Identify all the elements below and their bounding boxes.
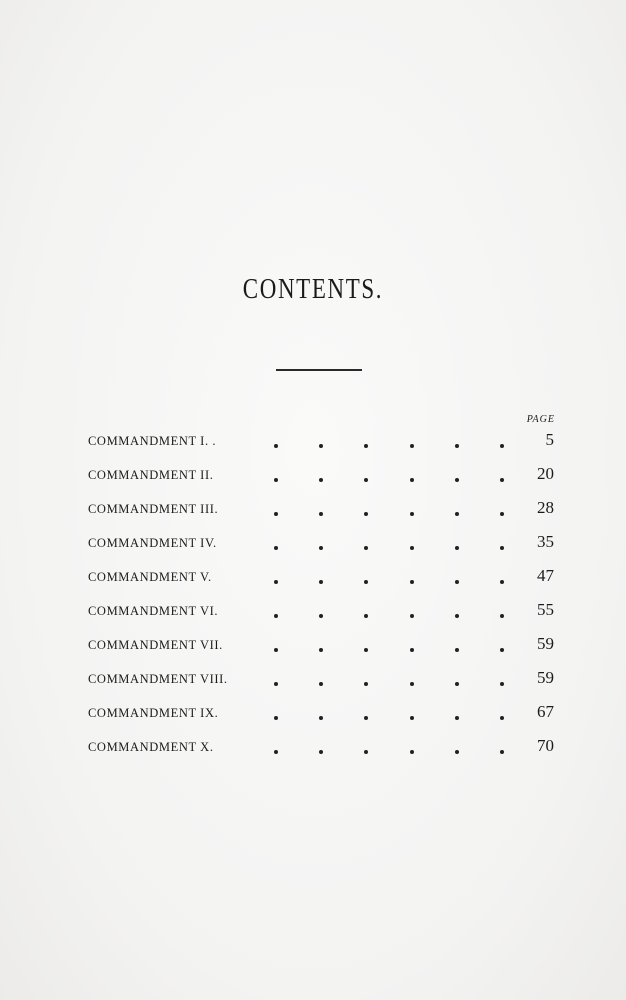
contents-heading: CONTENTS. bbox=[242, 274, 384, 305]
toc-entry bbox=[88, 702, 558, 736]
toc-entry-page: 47 bbox=[537, 566, 554, 585]
toc-entry-page: 55 bbox=[537, 600, 554, 619]
toc-entry-page: 28 bbox=[537, 498, 554, 517]
page-column-label: PAGE bbox=[526, 414, 555, 425]
toc-entry-page: 59 bbox=[537, 668, 554, 687]
toc-entry bbox=[88, 430, 558, 464]
toc-entry bbox=[88, 634, 558, 668]
dot-leaders bbox=[274, 466, 504, 482]
toc-entry-label: COMMANDMENT IV. bbox=[88, 536, 217, 550]
toc-entry bbox=[88, 736, 558, 770]
dot-leaders bbox=[274, 602, 504, 618]
toc-entry-label: COMMANDMENT VII. bbox=[88, 638, 223, 652]
toc-entry-page: 5 bbox=[545, 430, 554, 449]
toc-entry bbox=[88, 498, 558, 532]
table-of-contents bbox=[88, 430, 558, 770]
heading-rule bbox=[276, 369, 362, 371]
dot-leaders bbox=[274, 500, 504, 516]
toc-entry-label: COMMANDMENT IX. bbox=[88, 706, 219, 720]
toc-entry-page: 67 bbox=[537, 702, 554, 721]
toc-entry bbox=[88, 532, 558, 566]
toc-entry-label: COMMANDMENT V. bbox=[88, 570, 212, 584]
toc-entry-page: 59 bbox=[537, 634, 554, 653]
dot-leaders bbox=[274, 704, 504, 720]
toc-entry bbox=[88, 566, 558, 600]
toc-entry-label: COMMANDMENT X. bbox=[88, 740, 214, 754]
dot-leaders bbox=[274, 432, 504, 448]
dot-leaders bbox=[274, 670, 504, 686]
toc-entry-page: 20 bbox=[537, 464, 554, 483]
toc-entry bbox=[88, 600, 558, 634]
toc-entry-label: COMMANDMENT VIII. bbox=[88, 672, 228, 686]
dot-leaders bbox=[274, 636, 504, 652]
toc-entry-label: COMMANDMENT III. bbox=[88, 502, 219, 516]
toc-entry-label: COMMANDMENT I. . bbox=[88, 434, 217, 448]
toc-entry-page: 35 bbox=[537, 532, 554, 551]
dot-leaders bbox=[274, 534, 504, 550]
toc-entry bbox=[88, 668, 558, 702]
toc-entry-label: COMMANDMENT II. bbox=[88, 468, 214, 482]
toc-entry bbox=[88, 464, 558, 498]
toc-entry-page: 70 bbox=[537, 736, 554, 755]
toc-entry-label: COMMANDMENT VI. bbox=[88, 604, 219, 618]
dot-leaders bbox=[274, 568, 504, 584]
dot-leaders bbox=[274, 738, 504, 754]
